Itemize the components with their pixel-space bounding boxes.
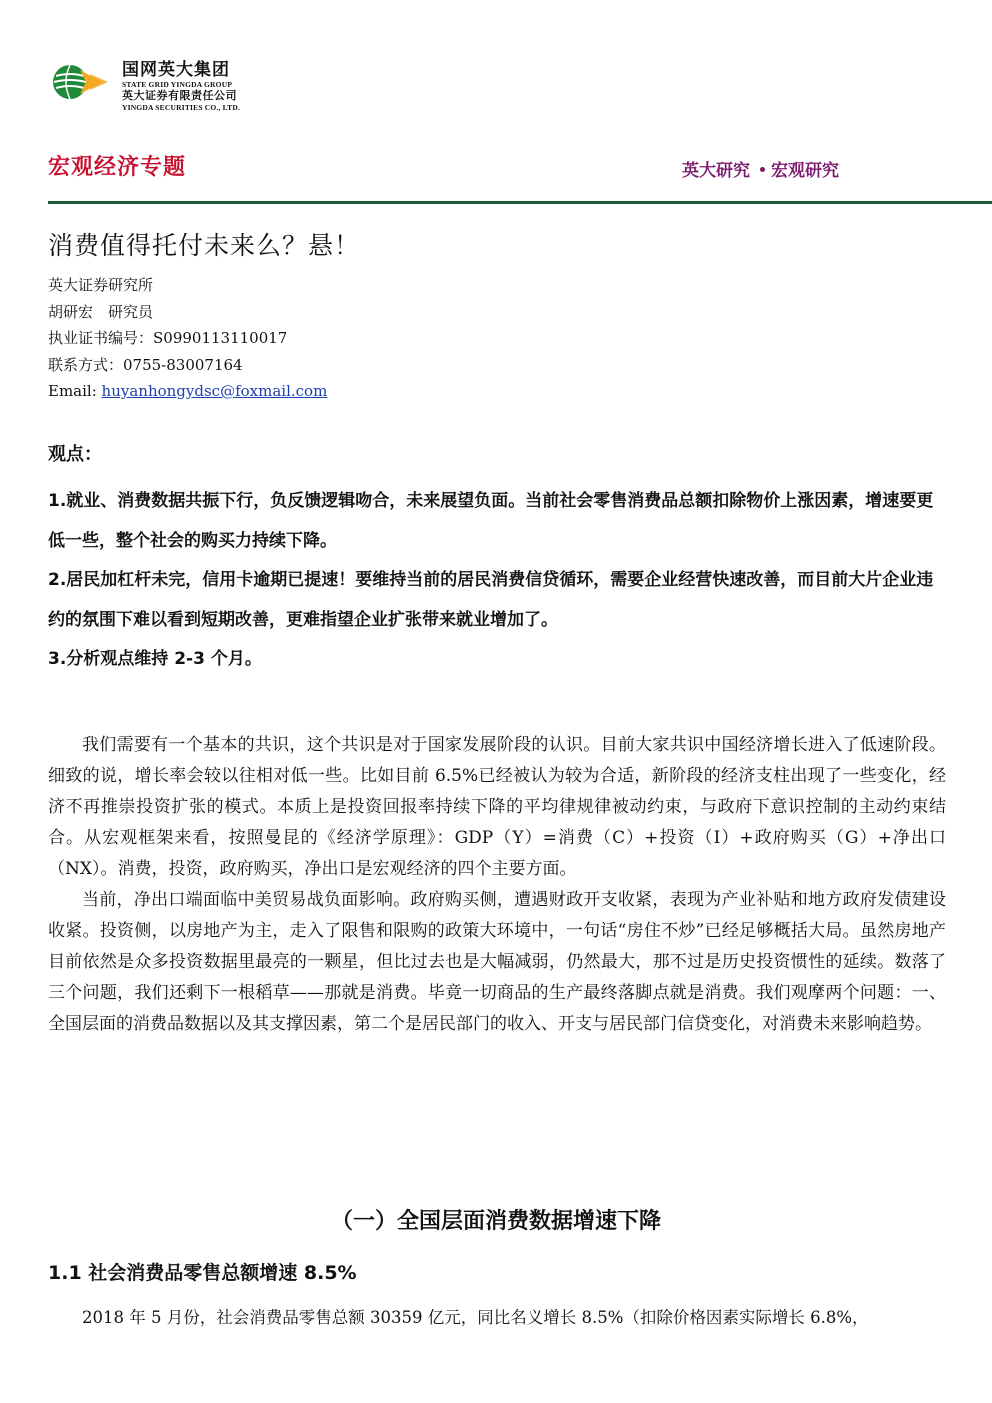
meta-email-label: Email: bbox=[48, 382, 102, 400]
body-text bbox=[48, 730, 946, 1040]
logo-subsidiary-en: YINGDA SECURITIES CO., LTD. bbox=[122, 103, 241, 112]
view-point-2: 2.居民加杠杆未完，信用卡逾期已提速！要维持当前的居民消费信贷循环，需要企业经营快速改善，而目前大片企业违约的氛围下难以看到短期改善，更难指望企业扩张带来就业增加了。 bbox=[48, 570, 934, 630]
subsection-heading: 1.1 社会消费品零售总额增速 8.5% bbox=[48, 1262, 357, 1284]
meta-org: 英大证券研究所 bbox=[48, 276, 154, 294]
view-point-1: 1.就业、消费数据共振下行，负反馈逻辑吻合，未来展望负面。当前社会零售消费品总额扣除物价上涨因素，增速要更低一些，整个社会的购买力持续下降。 bbox=[48, 491, 934, 551]
body-paragraph-1: 我们需要有一个基本的共识，这个共识是对于国家发展阶段的认识。目前大家共识中国经济增长进入了低速阶段。细致的说，增长率会较以往相对低一些。比如目前 6.5%已经被认为较为合适，新阶段的经济支柱出现了一些变化，经济不再推崇投资扩张的模式。本质上是投资回报率持续下降的平均律规律被动约束，与政府下意识控制的主动约束结合。从宏观框架来看，按照曼昆的《经济学原理》：GDP（Y）=消费（C）+投资（I）+政府购买（G）+净出口（NX）。消费，投资，政府购买，净出口是宏观经济的四个主要方面。 bbox=[48, 735, 946, 879]
header-divider bbox=[48, 201, 992, 204]
header-research-left: 英大研究 bbox=[682, 161, 750, 181]
section-first-line: 2018 年 5 月份，社会消费品零售总额 30359 亿元，同比名义增长 8.5%（扣除价格因素实际增长 6.8%， bbox=[82, 1308, 869, 1327]
logo-company-en: STATE GRID YINGDA GROUP bbox=[122, 80, 233, 89]
company-logo bbox=[50, 58, 290, 118]
logo-company-cn: 国网英大集团 bbox=[122, 60, 230, 80]
meta-email-row bbox=[48, 378, 327, 405]
section-heading: （一）全国层面消费数据增速下降 bbox=[330, 1209, 661, 1234]
page-title: 消费值得托付未来么？悬！ bbox=[48, 231, 361, 260]
globe-arrow-logo-icon bbox=[50, 62, 112, 102]
header-research-label bbox=[682, 156, 839, 181]
body-paragraph-2: 当前，净出口端面临中美贸易战负面影响。政府购买侧，遭遇财政开支收紧，表现为产业补贴和地方政府发债建设收紧。投资侧，以房地产为主，走入了限售和限购的政策大环境中，一句话“房住不炒”已经足够概括大局。虽然房地产目前依然是众多投资数据里最亮的一颗星，但比过去也是大幅减弱，仍然最大，那不过是历史投资惯性的延续。数落了三个问题，我们还剩下一根稻草——那就是消费。毕竟一切商品的生产最终落脚点就是消费。我们观摩两个问题：一、全国层面的消费品数据以及其支撑因素，第二个是居民部门的收入、开支与居民部门信贷变化，对消费未来影响趋势。 bbox=[48, 890, 946, 1034]
meta-cert: 执业证书编号：S0990113110017 bbox=[48, 329, 288, 347]
meta-author: 胡研宏 研究员 bbox=[48, 302, 154, 321]
header-research-right: 宏观研究 bbox=[771, 161, 839, 181]
logo-subsidiary-cn: 英大证券有限责任公司 bbox=[122, 89, 237, 102]
bullet-dot-icon bbox=[760, 167, 765, 172]
email-link[interactable]: huyanhongydsc@foxmail.com bbox=[101, 382, 328, 400]
author-info bbox=[48, 272, 327, 405]
view-point-3: 3.分析观点维持 2-3 个月。 bbox=[48, 649, 262, 669]
views-points bbox=[48, 482, 948, 680]
views-heading: 观点： bbox=[48, 444, 102, 465]
meta-contact: 联系方式：0755-83007164 bbox=[48, 355, 243, 374]
document-type: 宏观经济专题 bbox=[48, 155, 187, 180]
